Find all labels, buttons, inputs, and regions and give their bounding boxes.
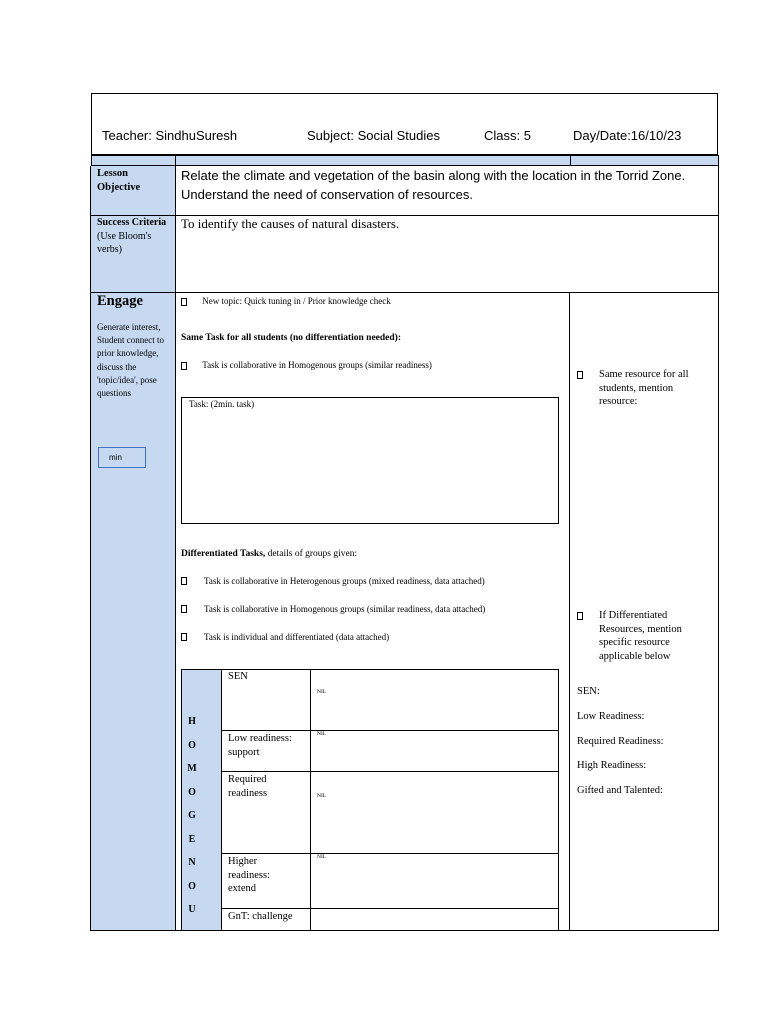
group-value-higher: NIL [317,854,327,860]
new-topic-label: New topic: Quick tuning in / Prior knowledge check [202,296,391,306]
teacher-field: Teacher: SindhuSuresh [102,128,238,143]
diff-option-label: Task is individual and differentiated (data attached) [204,632,390,642]
differentiated-heading [181,549,357,559]
diff-resource-option[interactable] [577,609,712,663]
diff-option-label: Task is collaborative in Heterogenous groups (mixed readiness, data attached) [204,576,485,586]
date-field: Day/Date:16/10/23 [573,128,682,143]
subject-field: Subject: Social Studies [307,128,440,143]
group-value-low: NIL [317,731,327,737]
resource-high-readiness: High Readiness: [577,760,647,771]
same-resource-option[interactable] [577,368,707,409]
resource-required-readiness: Required Readiness: [577,736,664,747]
task-box-label: Task: (2min. task) [189,399,255,409]
group-label-gnt: GnT: challenge [228,911,293,922]
group-letter: N [188,857,196,868]
engage-title: Engage [97,293,143,309]
group-letter: E [188,834,196,845]
group-label-required: Required readiness [228,774,268,799]
homogenous-option-label: Task is collaborative in Homogenous groups (similar readiness) [202,360,432,370]
checkbox-icon[interactable] [577,612,583,620]
min-label: min [109,453,122,462]
success-criteria-label-rest: (Use Bloom's verbs) [97,230,152,255]
checkbox-icon[interactable] [181,605,187,613]
checkbox-icon[interactable] [181,633,187,641]
checkbox-icon[interactable] [577,371,583,379]
checkbox-icon[interactable] [181,298,187,306]
new-topic-option[interactable] [181,295,391,308]
lesson-objective-label: Lesson Objective [97,168,141,193]
resource-sen: SEN: [577,686,600,697]
group-value-sen: NIL [317,689,327,695]
task-box[interactable] [181,397,559,524]
success-criteria-label [97,216,169,257]
differentiated-heading-bold: Differentiated Tasks, [181,549,266,559]
group-label-sen: SEN [228,671,248,682]
diff-option-label: Task is collaborative in Homogenous groups (similar readiness, data attached) [204,604,486,614]
engage-description: Generate interest, Student connect to prior knowledge, discuss the 'topic/idea', pose questions [97,322,164,399]
diff-resource-label: If Differentiated Resources, mention specific resource applicable below [599,610,682,662]
diff-option-3[interactable] [181,630,551,644]
group-label-low: Low readiness: support [228,733,292,758]
diff-option-1[interactable] [181,574,551,588]
success-criteria-label-bold: Success Criteria [97,217,167,228]
checkbox-icon[interactable] [181,577,187,585]
resource-gifted: Gifted and Talented: [577,785,663,796]
header-box [91,93,718,155]
group-letter: O [188,740,196,751]
group-letter: U [188,904,196,915]
lesson-objective-text: Relate the climate and vegetation of the basin along with the location in the Torrid Zone. Understand the need of conservation of resources. [181,168,686,202]
checkbox-icon[interactable] [181,362,187,370]
class-field: Class: 5 [484,128,531,143]
same-task-heading: Same Task for all students (no differentiation needed): [181,333,402,343]
header-strip [91,155,719,166]
min-input[interactable] [98,447,146,468]
group-value-required: NIL [317,793,327,799]
group-letter: O [188,787,196,798]
success-criteria-text: To identify the causes of natural disasters. [181,216,400,231]
group-letter: H [188,716,196,727]
group-letter: O [188,881,196,892]
group-letter: M [187,763,197,774]
differentiated-heading-rest: details of groups given: [265,549,358,559]
diff-option-2[interactable] [181,602,551,616]
group-label-higher: Higher readiness: extend [228,856,270,894]
homogenous-option[interactable] [181,359,432,372]
same-resource-label: Same resource for all students, mention resource: [599,369,689,407]
resource-low-readiness: Low Readiness: [577,711,645,722]
group-letter: G [188,810,196,821]
